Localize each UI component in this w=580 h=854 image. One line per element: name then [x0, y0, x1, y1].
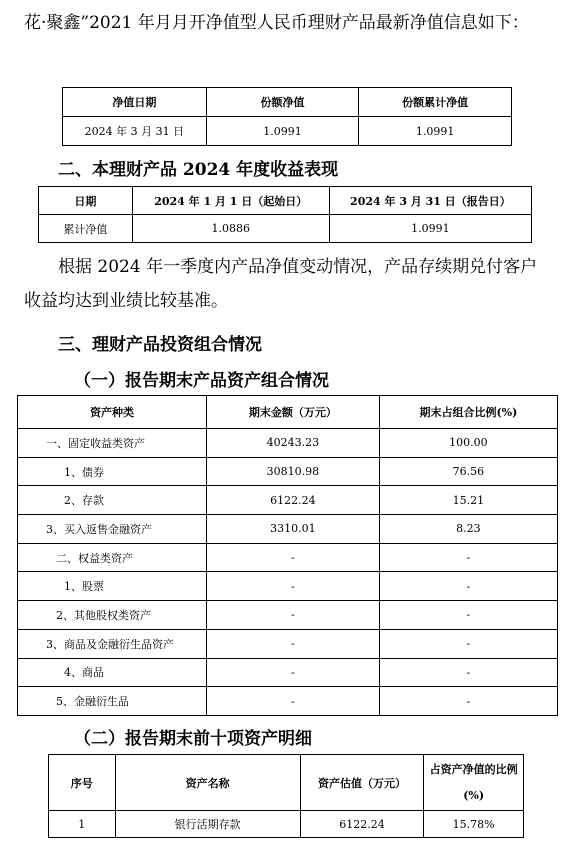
perf-header-start: 2024 年 1 月 1 日（起始日）: [132, 187, 329, 215]
perf-table-header-row: [39, 187, 532, 215]
portfolio-header-asset-type: 资产种类: [18, 396, 207, 429]
ratio-cell: -: [379, 629, 557, 658]
portfolio-header-amount: 期末金额（万元）: [207, 396, 380, 429]
nav-header-unit-value: 份额净值: [206, 88, 359, 117]
index-cell: 1: [49, 811, 116, 838]
asset-type-cell: 3、商品及金融衍生品资产: [18, 629, 207, 658]
nav-table-header-row: [63, 88, 512, 117]
intro-paragraph: 花·聚鑫”2021 年月月开净值型人民币理财产品最新净值信息如下：: [24, 13, 529, 33]
ratio-cell: -: [379, 543, 557, 572]
asset-type-cell: 4、商品: [18, 658, 207, 687]
ratio-cell: -: [379, 572, 557, 601]
nav-table: [62, 87, 512, 146]
asset-type-cell: 1、债券: [18, 457, 207, 486]
top10-header-ratio: 占资产净值的比例(%): [424, 755, 524, 811]
perf-label-cell: 累计净值: [39, 215, 133, 243]
amount-cell: -: [207, 601, 380, 630]
table-row: [18, 429, 558, 458]
table-row: [18, 572, 558, 601]
asset-type-cell: 2、存款: [18, 486, 207, 515]
amount-cell: -: [207, 658, 380, 687]
ratio-cell: 15.21: [379, 486, 557, 515]
table-row: [18, 601, 558, 630]
portfolio-header-row: [18, 396, 558, 429]
table-row: [49, 811, 524, 838]
perf-header-date: 日期: [39, 187, 133, 215]
nav-header-accum-value: 份额累计净值: [359, 88, 512, 117]
portfolio-header-ratio: 期末占组合比例(%): [379, 396, 557, 429]
ratio-cell: 15.78%: [424, 811, 524, 838]
ratio-cell: 8.23: [379, 515, 557, 544]
table-row: [63, 117, 512, 146]
top10-header-index: 序号: [49, 755, 116, 811]
table-row: [18, 543, 558, 572]
table-row: [18, 629, 558, 658]
amount-cell: 40243.23: [207, 429, 380, 458]
nav-unit-value-cell: 1.0991: [206, 117, 359, 146]
portfolio-table: [17, 395, 558, 716]
ratio-cell: -: [379, 687, 557, 716]
table-row: [39, 215, 532, 243]
section3-heading: 三、理财产品投资组合情况: [58, 335, 262, 355]
nav-accum-value-cell: 1.0991: [359, 117, 512, 146]
amount-cell: -: [207, 687, 380, 716]
asset-type-cell: 二、权益类资产: [18, 543, 207, 572]
performance-table: [38, 186, 532, 243]
asset-type-cell: 5、金融衍生品: [18, 687, 207, 716]
perf-header-report: 2024 年 3 月 31 日（报告日）: [329, 187, 531, 215]
nav-header-date: 净值日期: [63, 88, 207, 117]
portfolio-subheading: （一）报告期末产品资产组合情况: [74, 371, 329, 391]
amount-cell: 3310.01: [207, 515, 380, 544]
valuation-cell: 6122.24: [300, 811, 424, 838]
top10-header-name: 资产名称: [115, 755, 300, 811]
summary-paragraph: 根据 2024 年一季度内产品净值变动情况，产品存续期兑付客户收益均达到业绩比较基准。: [24, 257, 538, 311]
amount-cell: 6122.24: [207, 486, 380, 515]
ratio-cell: -: [379, 658, 557, 687]
table-row: [18, 486, 558, 515]
top10-header-valuation: 资产估值（万元）: [300, 755, 424, 811]
table-row: [18, 515, 558, 544]
asset-name-cell: 银行活期存款: [115, 811, 300, 838]
asset-type-cell: 一、固定收益类资产: [18, 429, 207, 458]
table-row: [18, 658, 558, 687]
ratio-cell: 100.00: [379, 429, 557, 458]
amount-cell: 30810.98: [207, 457, 380, 486]
amount-cell: -: [207, 572, 380, 601]
asset-type-cell: 2、其他股权类资产: [18, 601, 207, 630]
top10-header-row: [49, 755, 524, 811]
ratio-cell: -: [379, 601, 557, 630]
section2-heading: 二、本理财产品 2024 年度收益表现: [58, 160, 339, 180]
perf-start-value-cell: 1.0886: [132, 215, 329, 243]
perf-report-value-cell: 1.0991: [329, 215, 531, 243]
table-row: [18, 687, 558, 716]
asset-type-cell: 3、买入返售金融资产: [18, 515, 207, 544]
ratio-cell: 76.56: [379, 457, 557, 486]
top10-assets-table: [48, 754, 524, 838]
nav-date-cell: 2024 年 3 月 31 日: [63, 117, 207, 146]
amount-cell: -: [207, 543, 380, 572]
amount-cell: -: [207, 629, 380, 658]
table-row: [18, 457, 558, 486]
top10-subheading: （二）报告期末前十项资产明细: [74, 729, 312, 749]
asset-type-cell: 1、股票: [18, 572, 207, 601]
